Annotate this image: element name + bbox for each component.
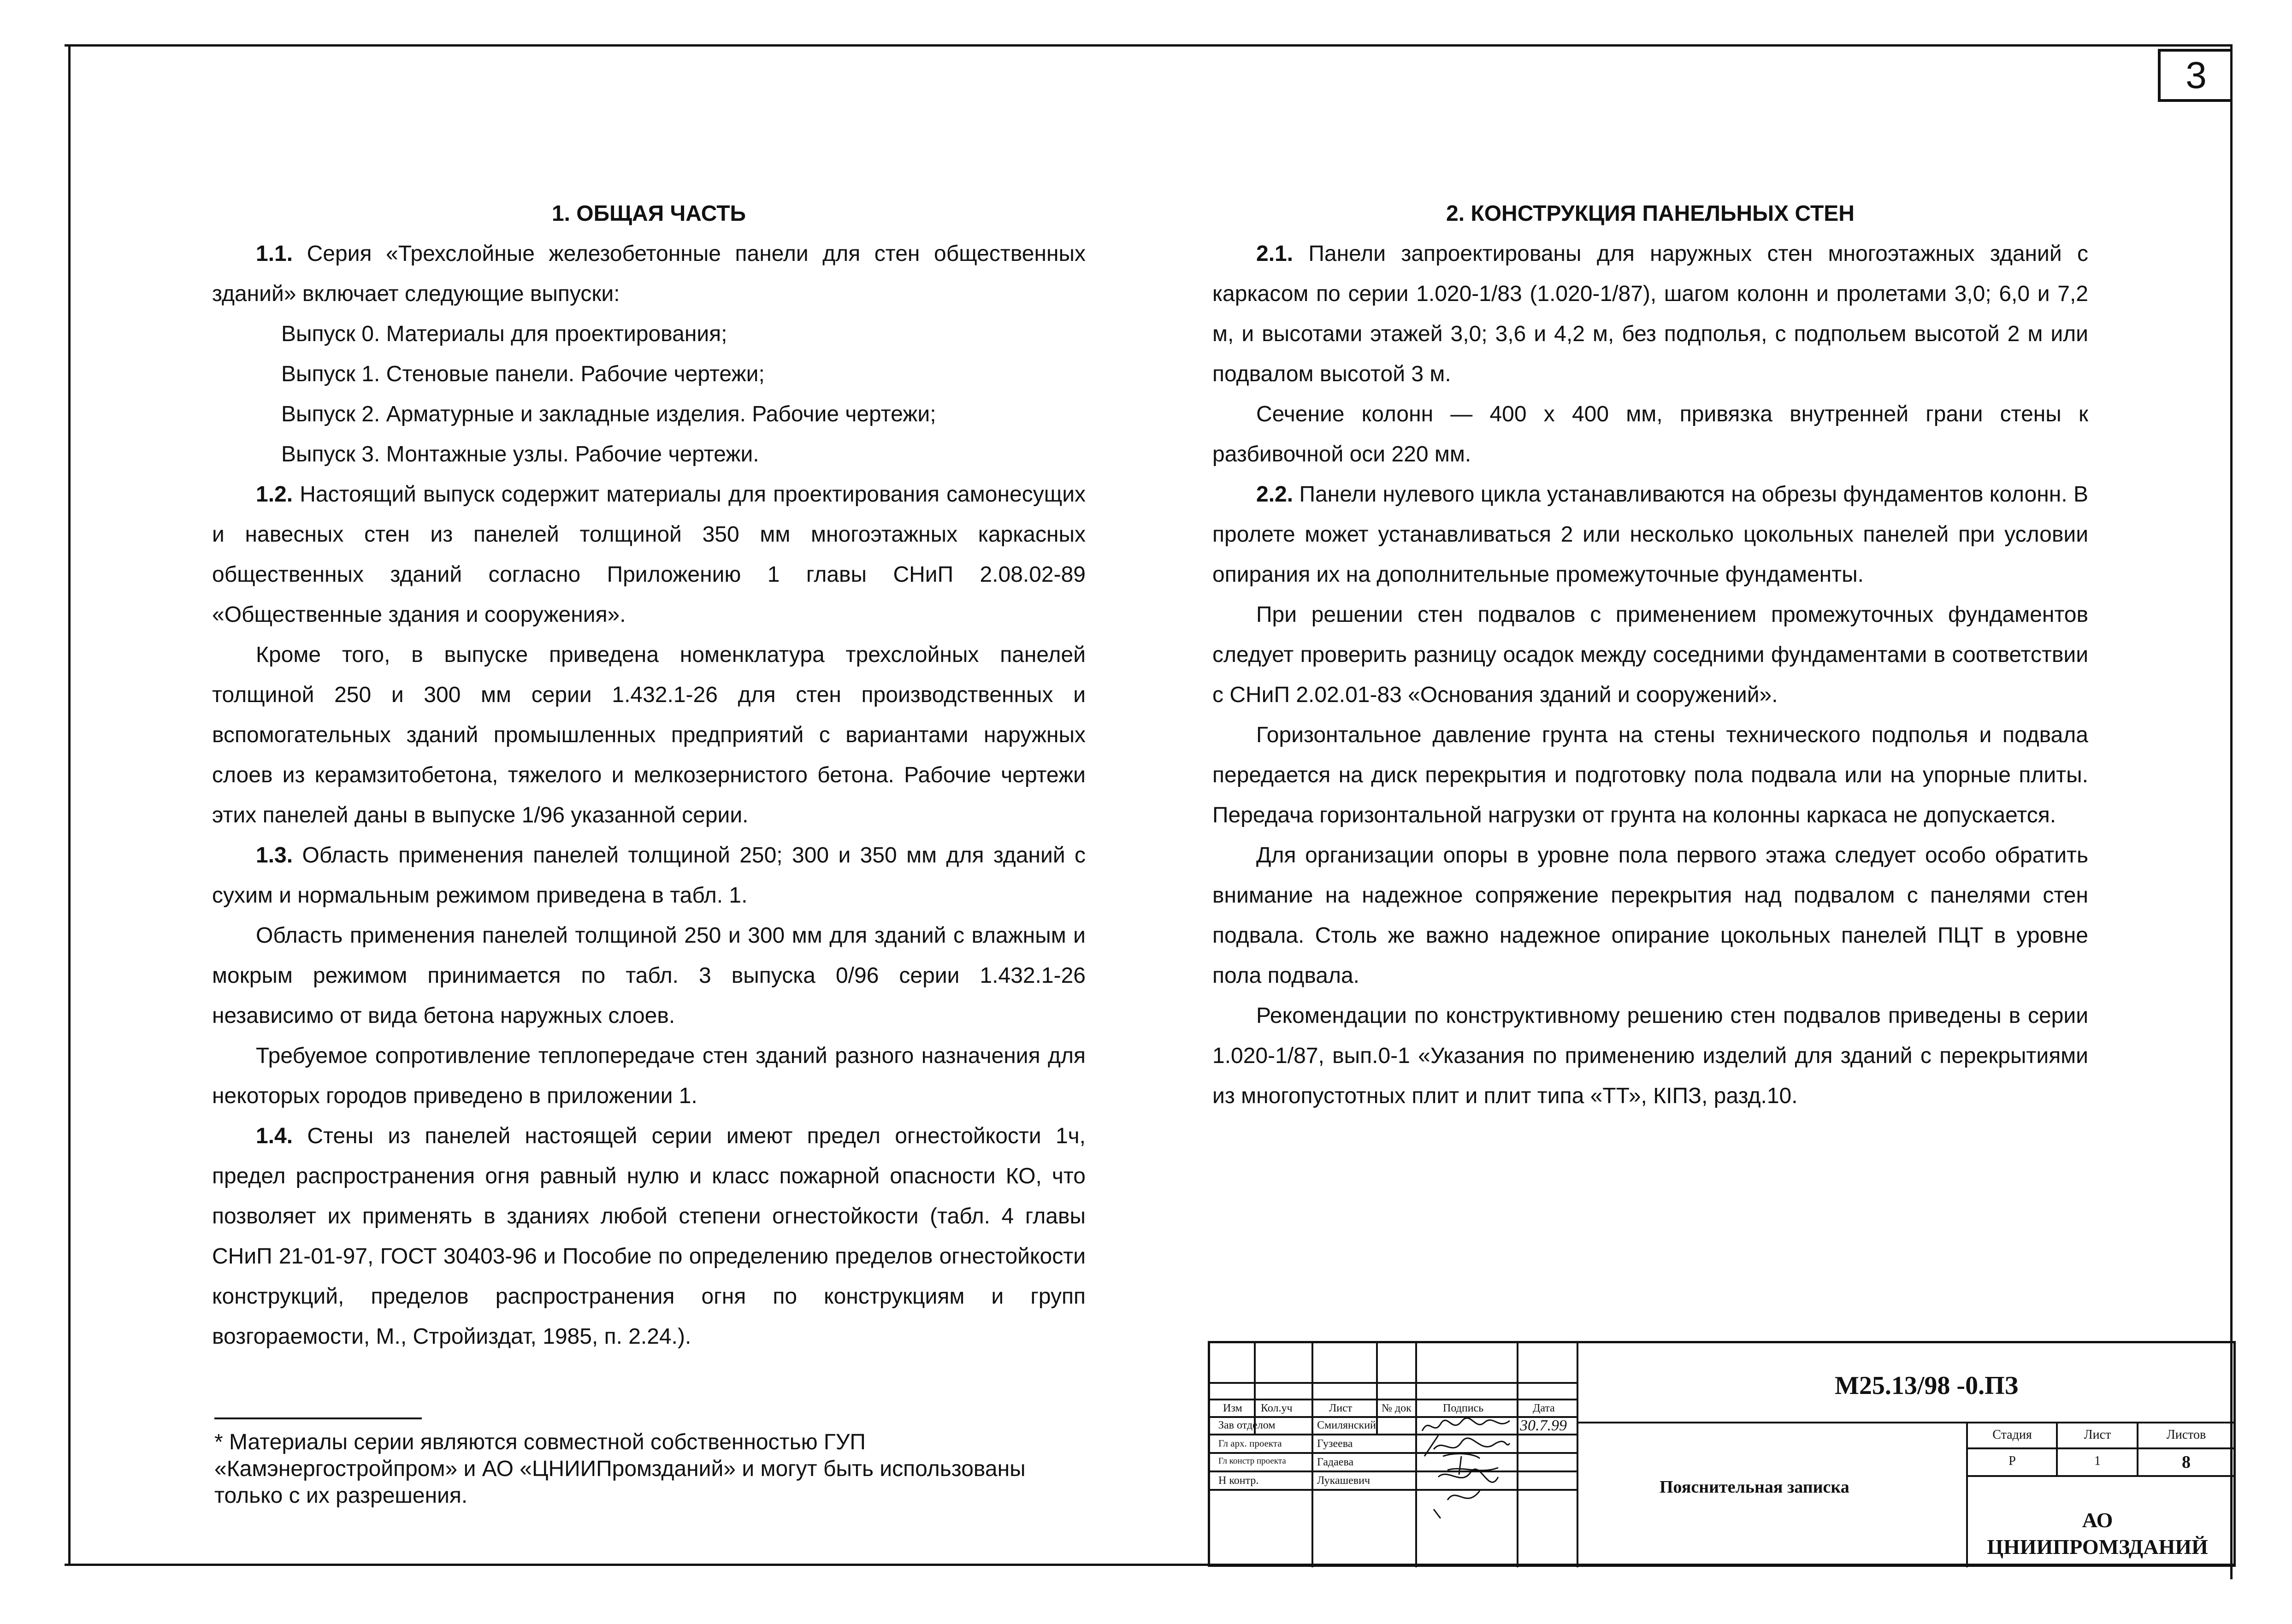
- paragraph: [212, 234, 1086, 314]
- paragraph-text: Панели нулевого цикла устанавливаются на обрезы фундаментов колонн. В пролете может устанавливаться 2 или несколько цокольных панелей при условии опирания их на дополнительные промежуточные фундаменты.: [1212, 482, 2088, 587]
- frame-top: [65, 44, 2231, 47]
- footnote-rule: [214, 1417, 422, 1419]
- role-label: Н контр.: [1218, 1475, 1259, 1487]
- person-name: Смилянский: [1317, 1419, 1376, 1431]
- sheets-value: 8: [2182, 1453, 2191, 1472]
- person-name: Гадаева: [1317, 1456, 1354, 1468]
- clause-number: 1.3.: [256, 843, 293, 868]
- frame-left: [68, 44, 71, 1565]
- stage-header: Стадия: [1992, 1428, 2032, 1442]
- header-cell: Кол.уч: [1261, 1402, 1293, 1414]
- header-cell: Лист: [1329, 1402, 1353, 1414]
- role-label: Зав отделом: [1218, 1419, 1276, 1431]
- footnote: * Материалы серии являются совместной собственностью ГУП «Камэнергостройпром» и АО «ЦНИИПромзданий» и могут быть использованы только с их разрешения.: [214, 1430, 1026, 1508]
- clause-number: 1.4.: [256, 1124, 293, 1148]
- paragraph: Требуемое сопротивление теплопередаче стен зданий разного назначения для некоторых городов приведено в приложении 1.: [212, 1044, 1086, 1108]
- document-name: Пояснительная записка: [1660, 1477, 1849, 1497]
- paragraph: [212, 835, 1086, 915]
- header-cell: Дата: [1533, 1402, 1555, 1414]
- clause-number: 2.1.: [1256, 242, 1294, 266]
- title-block: [1208, 1341, 2236, 1567]
- list-item: Выпуск 0. Материалы для проектирования;: [281, 322, 727, 346]
- paragraph-text: Серия «Трехслойные железобетонные панели для стен общественных зданий» включает следующие выпуски:: [212, 242, 1086, 306]
- paragraph: [1212, 474, 2088, 595]
- paragraph: [1212, 234, 2088, 394]
- sheet-header: Лист: [2084, 1428, 2111, 1442]
- list-item: Выпуск 3. Монтажные узлы. Рабочие чертежи.: [281, 442, 759, 467]
- paragraph: [212, 1116, 1086, 1357]
- stage-value: Р: [2008, 1454, 2016, 1468]
- role-label: Гл констр проекта: [1218, 1456, 1286, 1466]
- document-code: М25.13/98 -0.ПЗ: [1835, 1371, 2019, 1400]
- paragraph-text: Панели запроектированы для наружных стен многоэтажных зданий с каркасом по серии 1.020-1/83 (1.020-1/87), шагом колонн и пролетами 3,0; 6,0 и 7,2 м, и высотами этажей 3,0; 3,6 и 4,2 м, без подполья, с подпольем высотой 2 м или подвалом высотой 3 м.: [1212, 242, 2088, 386]
- paragraph: Область применения панелей толщиной 250 и 300 мм для зданий с влажным и мокрым режимом принимается по табл. 3 выпуска 0/96 серии 1.432.1-26 независимо от вида бетона наружных слоев.: [212, 923, 1086, 1028]
- role-label: Гл арх. проекта: [1218, 1438, 1282, 1449]
- section-2-heading: 2. КОНСТРУКЦИЯ ПАНЕЛЬНЫХ СТЕН: [1446, 201, 1855, 226]
- left-column: [212, 194, 1086, 1357]
- clause-number: 1.2.: [256, 482, 293, 507]
- header-cell: Изм: [1223, 1402, 1242, 1414]
- paragraph: Сечение колонн — 400 х 400 мм, привязка внутренней грани стены к разбивочной оси 220 мм.: [1212, 402, 2088, 467]
- header-cell: Подпись: [1443, 1402, 1484, 1414]
- org-line-2: ЦНИИПРОМЗДАНИЙ: [1987, 1535, 2208, 1559]
- paragraph: [212, 474, 1086, 635]
- issues-list: [212, 314, 1086, 474]
- paragraph-text: Настоящий выпуск содержит материалы для проектирования самонесущих и навесных стен из панелей толщиной 350 мм многоэтажных каркасных общественных зданий согласно Приложению 1 главы СНиП 2.08.02-89 «Общественные здания и сооружения».: [212, 482, 1086, 627]
- clause-number: 1.1.: [256, 242, 293, 266]
- paragraph: Горизонтальное давление грунта на стены технического подполья и подвала передается на диск перекрытия и подготовку пола подвала или на упорные плиты. Передача горизонтальной нагрузки от грунта на колонны каркаса не допускается.: [1212, 723, 2088, 827]
- organization: [1966, 1507, 2229, 1560]
- list-item: Выпуск 2. Арматурные и закладные изделия. Рабочие чертежи;: [281, 402, 936, 426]
- right-column: [1212, 194, 2088, 1116]
- person-name: Лукашевич: [1317, 1475, 1370, 1487]
- clause-number: 2.2.: [1256, 482, 1294, 507]
- signature-4: [1420, 1468, 1512, 1518]
- person-name: Гузеева: [1317, 1438, 1353, 1450]
- header-cell: № док: [1382, 1402, 1412, 1414]
- paragraph: Кроме того, в выпуске приведена номенклатура трехслойных панелей толщиной 250 и 300 мм серии 1.432.1-26 для стен производственных и вспомогательных зданий промышленных предприятий с вариантами наружных слоев из керамзитобетона, тяжелого и мелкозернистого бетона. Рабочие чертежи этих панелей даны в выпуске 1/96 указанной серии.: [212, 643, 1086, 827]
- date-value: 30.7.99: [1520, 1417, 1567, 1434]
- section-1-heading: 1. ОБЩАЯ ЧАСТЬ: [551, 201, 746, 226]
- list-item: Выпуск 1. Стеновые панели. Рабочие чертежи;: [281, 362, 765, 386]
- paragraph-text: Область применения панелей толщиной 250; 300 и 350 мм для зданий с сухим и нормальным режимом приведена в табл. 1.: [212, 843, 1086, 908]
- paragraph-text: Стены из панелей настоящей серии имеют предел огнестойкости 1ч, предел распространения огня равный нулю и класс пожарной опасности КО, что позволяет их применять в зданиях любой степени огнестойкости (табл. 4 главы СНиП 21-01-97, ГОСТ 30403-96 и Пособие по определению пределов огнестойкости конструкций, пределов распространения огня по конструкциям и групп возгораемости, М., Стройиздат, 1985, п. 2.24.).: [212, 1124, 1086, 1349]
- paragraph: Рекомендации по конструктивному решению стен подвалов приведены в серии 1.020-1/87, вып.0-1 «Указания по применению изделий для зданий с перекрытиями из многопустотных плит и плит типа «ТТ», КІПЗ, разд.10.: [1212, 1004, 2088, 1108]
- sheets-header: Листов: [2166, 1428, 2206, 1442]
- paragraph: Для организации опоры в уровне пола первого этажа следует особо обратить внимание на надежное сопряжение перекрытия над подвалом с панелями стен подвала. Столь же важно надежное опирание цокольных панелей ПЦТ в уровне пола подвала.: [1212, 843, 2088, 988]
- paragraph: При решении стен подвалов с применением промежуточных фундаментов следует проверить разницу осадок между соседними фундаментами в соответствии с СНиП 2.02.01-83 «Основания зданий и сооружений».: [1212, 602, 2088, 707]
- org-line-1: АО: [2082, 1508, 2113, 1532]
- page-number: 3: [2158, 49, 2232, 102]
- sheet-value: 1: [2094, 1454, 2101, 1468]
